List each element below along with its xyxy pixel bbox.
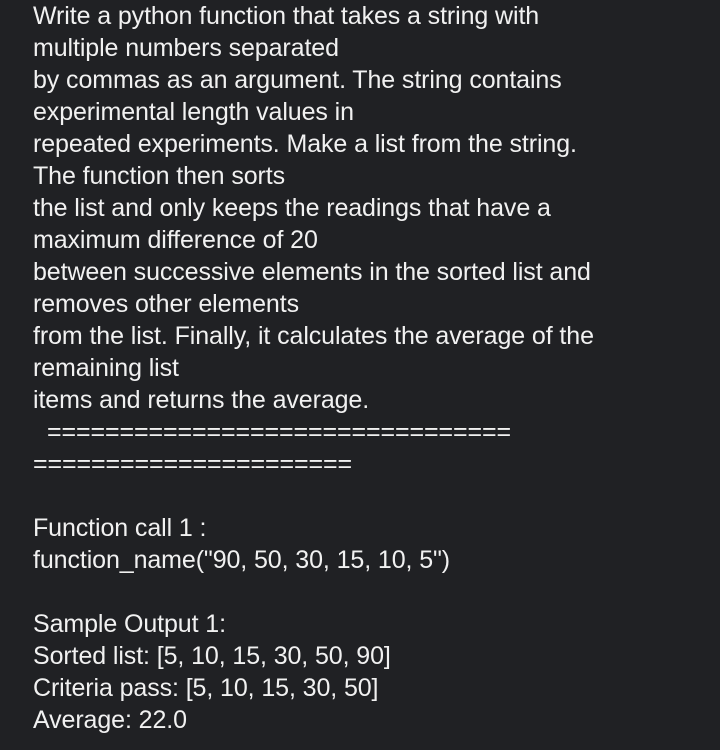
average-line: Average: 22.0 (33, 706, 187, 734)
separator-line: ================================ (47, 418, 511, 446)
prompt-line: items and returns the average. (33, 386, 370, 414)
prompt-line: from the list. Finally, it calculates the average of the (33, 322, 594, 350)
prompt-line: multiple numbers separated (33, 34, 339, 62)
separator-line: ====================== (33, 450, 352, 478)
sample-output-label: Sample Output 1: (33, 610, 226, 638)
prompt-line: remaining list (33, 354, 179, 382)
prompt-line: experimental length values in (33, 98, 354, 126)
prompt-line: the list and only keeps the readings that have a (33, 194, 551, 222)
blank-line (33, 480, 713, 512)
prompt-line: between successive elements in the sorted list and (33, 258, 591, 286)
sorted-list-line: Sorted list: [5, 10, 15, 30, 50, 90] (33, 642, 391, 670)
function-call-code: function_name("90, 50, 30, 15, 10, 5") (33, 546, 451, 574)
function-call-label: Function call 1 : (33, 514, 207, 542)
blank-line (33, 576, 713, 608)
prompt-line: by commas as an argument. The string contains (33, 66, 562, 94)
prompt-line: The function then sorts (33, 162, 286, 190)
prompt-line: maximum difference of 20 (33, 226, 318, 254)
prompt-line: repeated experiments. Make a list from the string. (33, 130, 577, 158)
question-text-block (33, 0, 713, 736)
criteria-pass-line: Criteria pass: [5, 10, 15, 30, 50] (33, 674, 379, 702)
prompt-line: Write a python function that takes a string with (33, 2, 540, 30)
prompt-line: removes other elements (33, 290, 299, 318)
